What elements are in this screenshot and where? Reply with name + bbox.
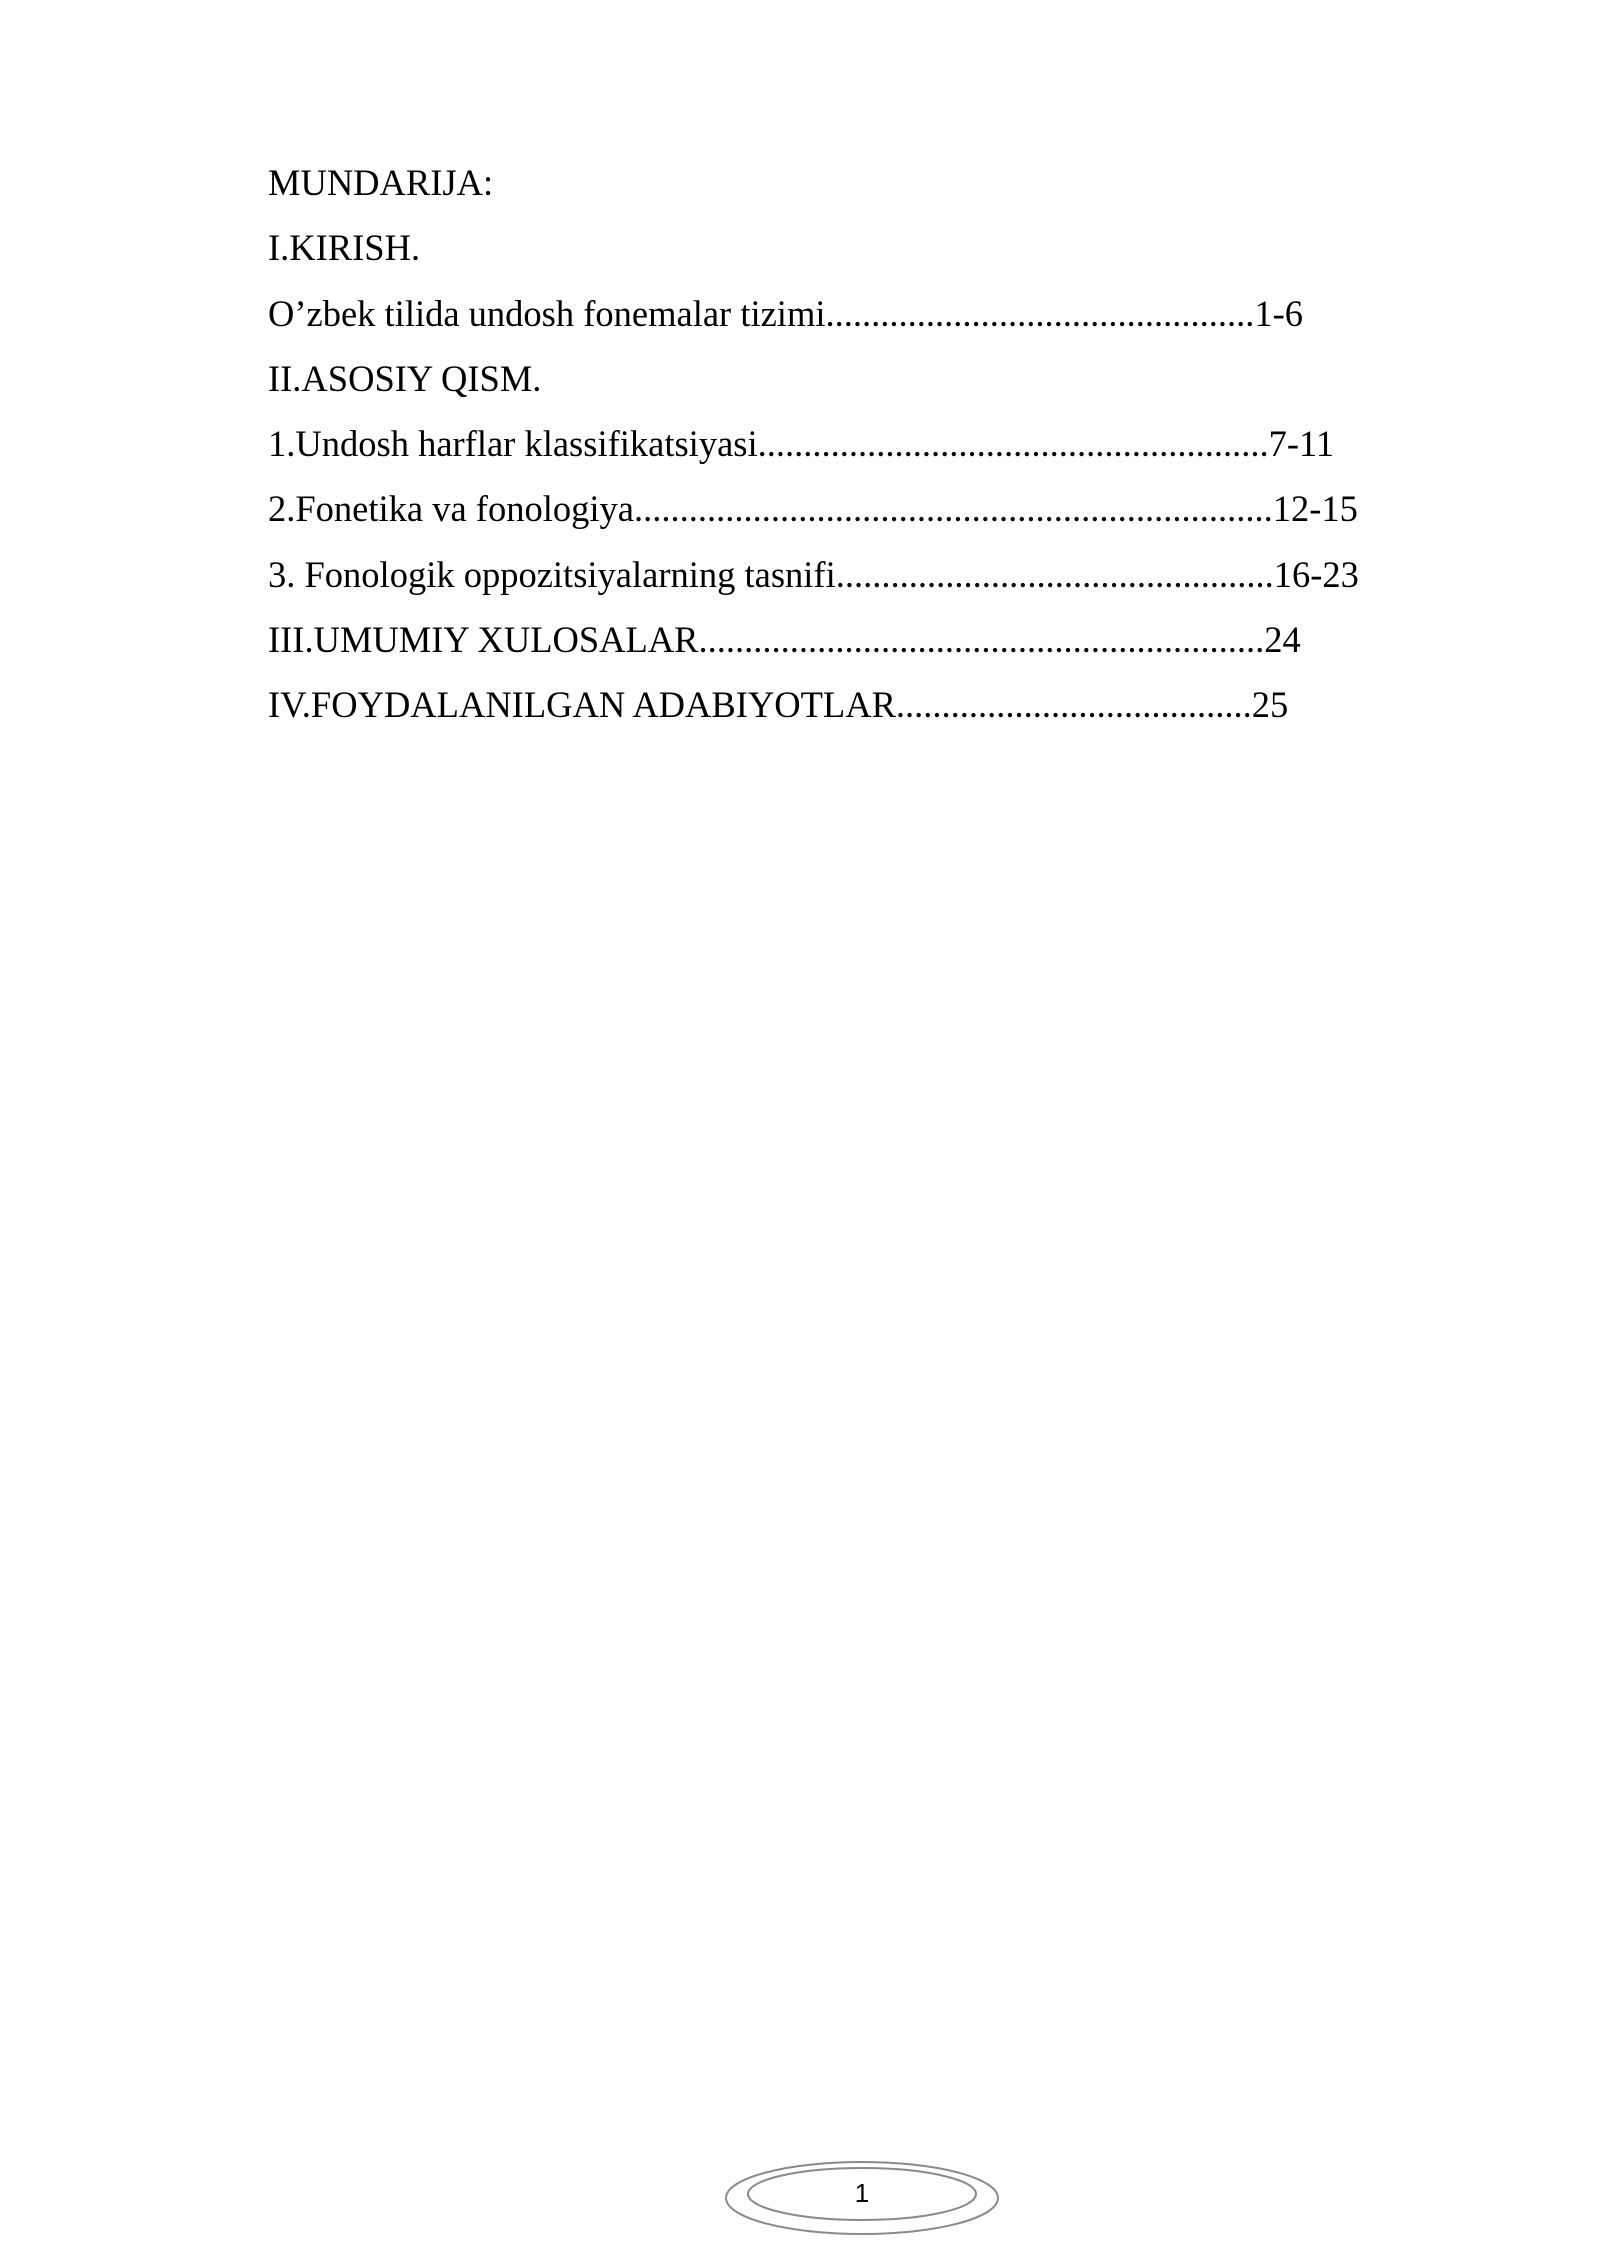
toc-heading: MUNDARIJA:: [268, 162, 494, 203]
page-number: 1: [854, 2178, 870, 2208]
toc-entry-consonant-phonemes: O’zbek tilida undosh fonemalar tizimi...............................................1-6: [268, 292, 1304, 334]
toc-entry-introduction: I.KIRISH.: [268, 227, 421, 269]
toc-entry-conclusions: III.UMUMIY XULOSALAR..............................................................24: [268, 619, 1301, 661]
page-number-badge: [724, 2160, 1000, 2236]
table-of-contents: [268, 150, 1468, 738]
toc-entry-main-part: II.ASOSIY QISM.: [268, 357, 542, 399]
toc-entry-references: IV.FOYDALANILGAN ADABIYOTLAR.......................................25: [268, 684, 1289, 726]
toc-entry-consonant-classification: 1.Undosh harflar klassifikatsiyasi........................................................7-11: [268, 423, 1335, 465]
toc-entry-phonological-oppositions: 3. Fonologik oppozitsiyalarning tasnifi................................................16-23: [268, 553, 1359, 595]
toc-entry-phonetics-phonology: 2.Fonetika va fonologiya......................................................................12-15: [268, 488, 1358, 530]
